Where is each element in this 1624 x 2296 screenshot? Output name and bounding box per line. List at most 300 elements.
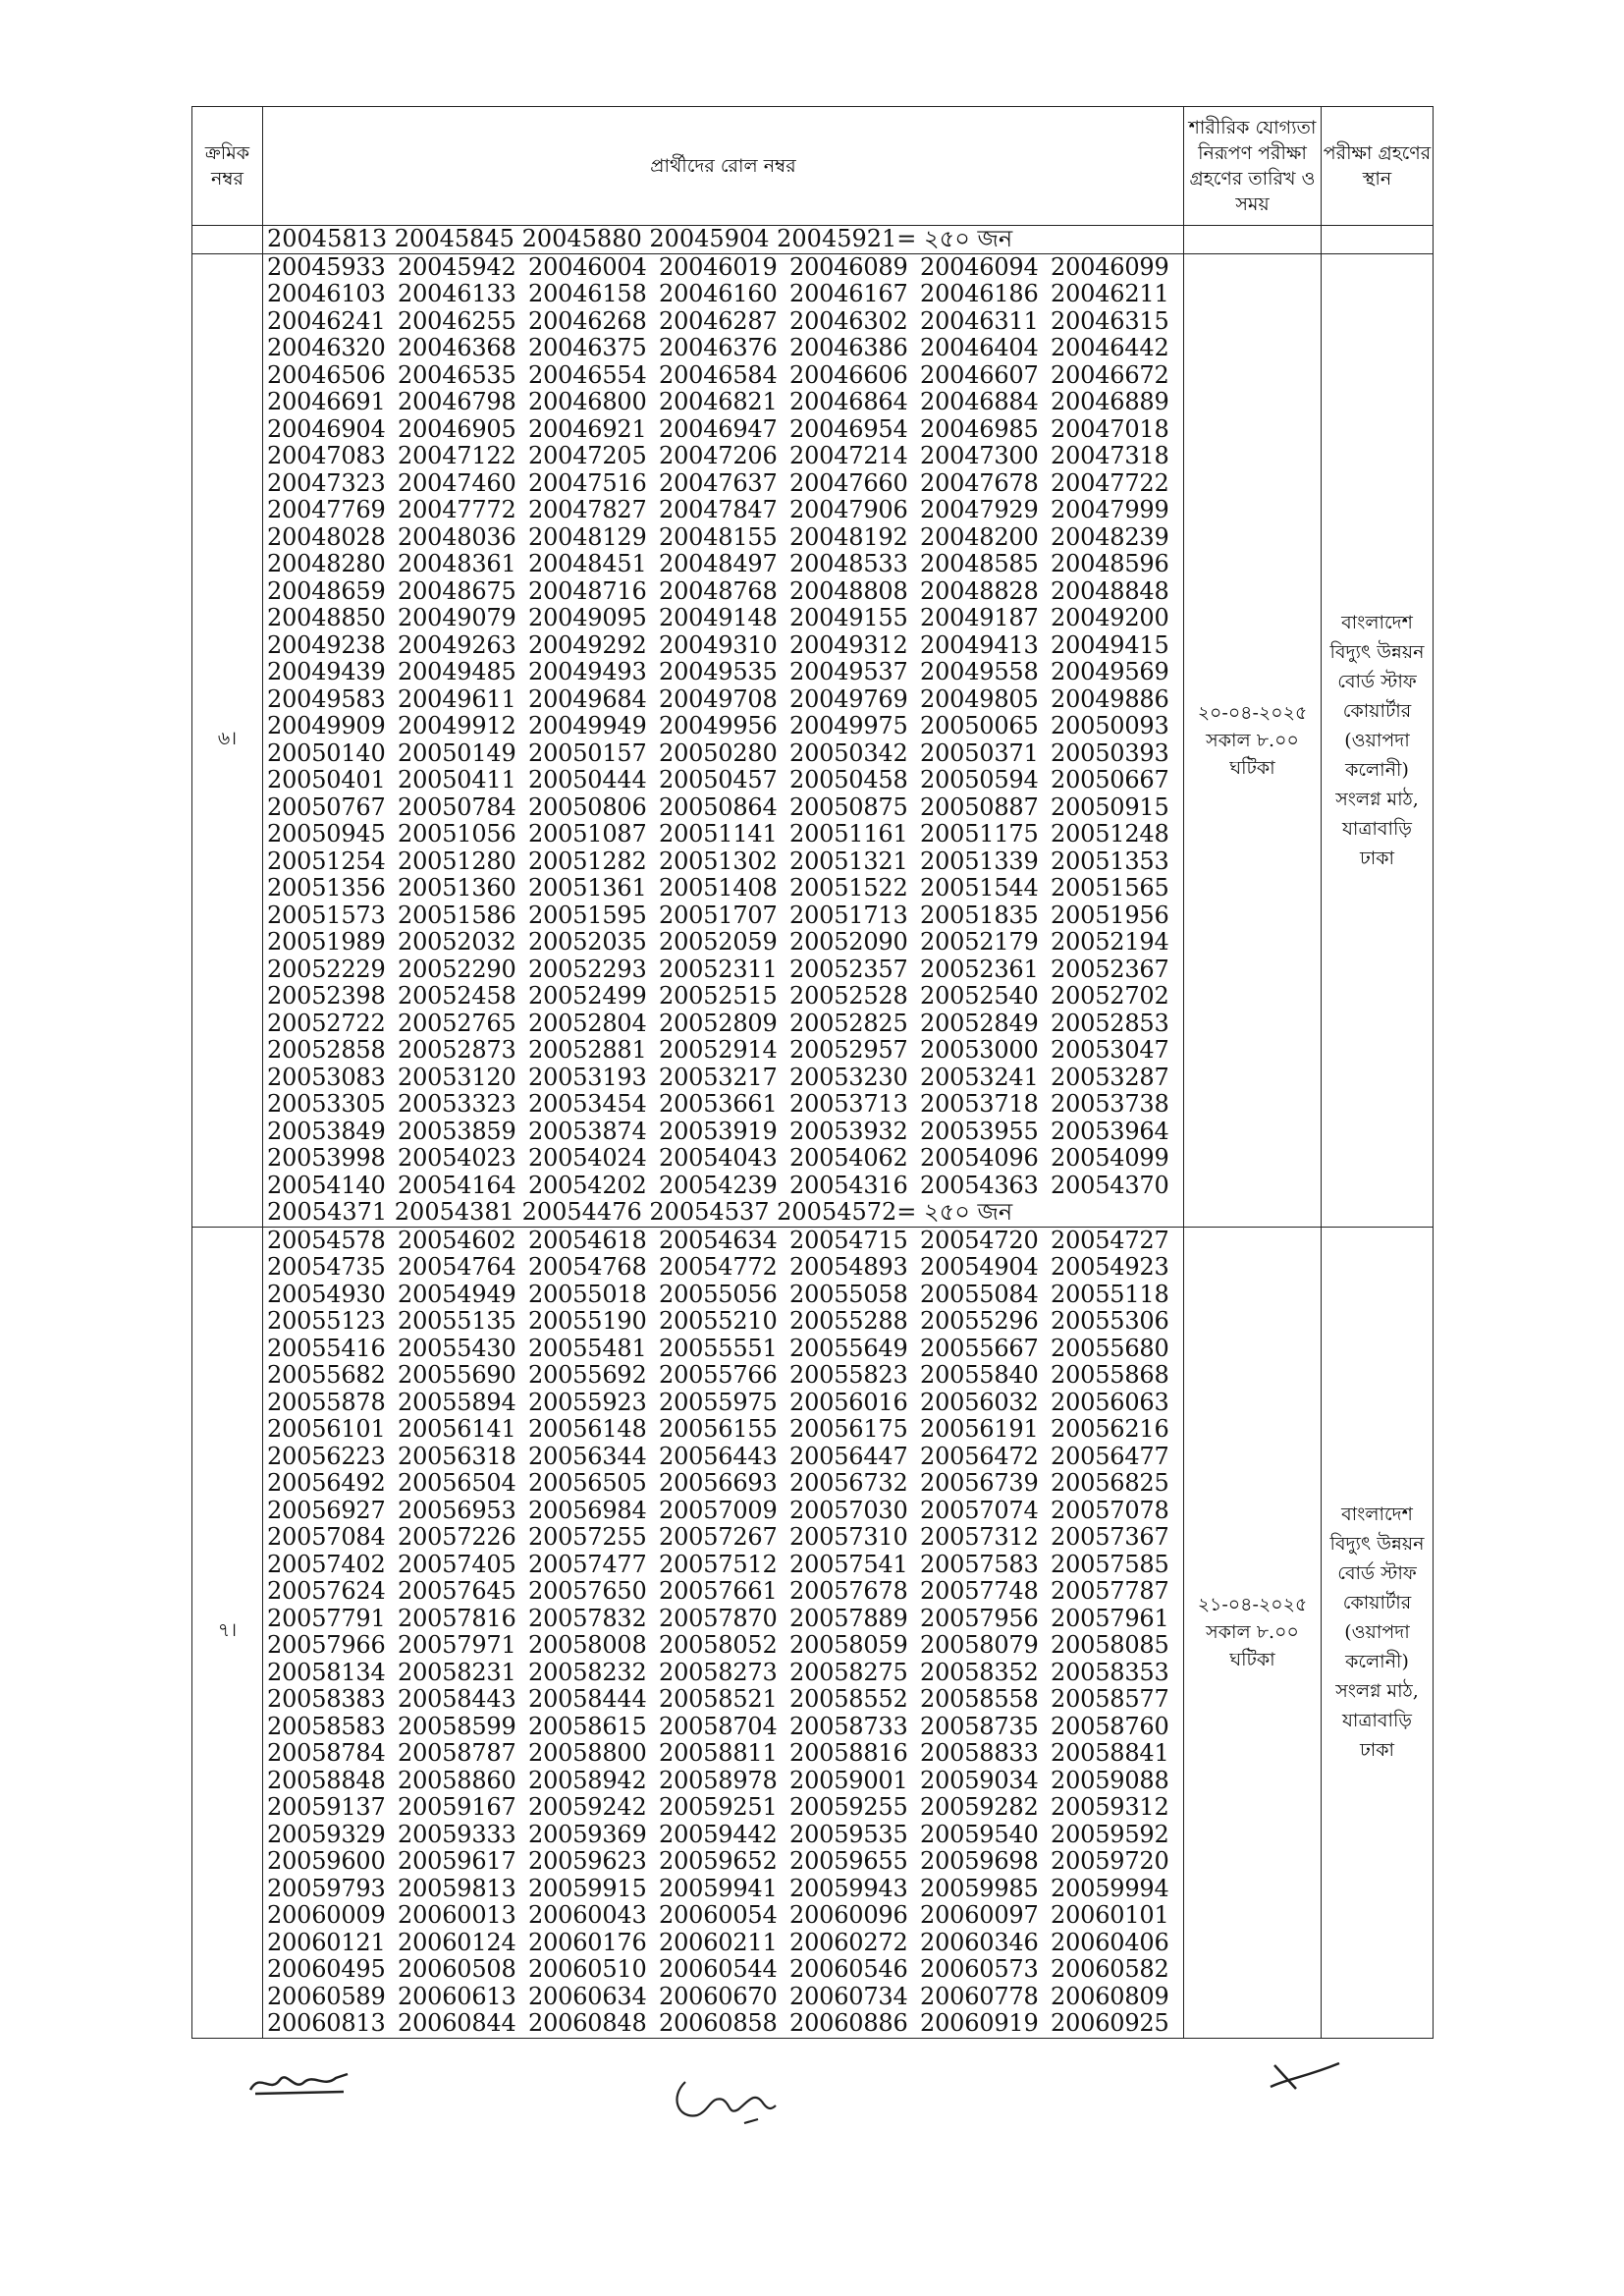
roll-number: 20057367 (1051, 1523, 1169, 1551)
venue-line: কলোনী) (1345, 1651, 1409, 1672)
roll-number: 20058816 (789, 1739, 908, 1767)
roll-number: 20052809 (659, 1009, 778, 1037)
roll-number: 20056447 (789, 1442, 908, 1470)
roll-number: 20058615 (528, 1712, 647, 1740)
roll-number: 20059540 (920, 1820, 1039, 1848)
roll-number: 20058052 (659, 1631, 778, 1659)
roll-number: 20058733 (789, 1712, 908, 1740)
roll-number: 20059655 (789, 1847, 908, 1875)
roll-number: 20049535 (659, 658, 778, 685)
roll-number: 20056984 (528, 1496, 647, 1524)
roll-number: 20051573 (267, 901, 386, 929)
roll-number: 20056344 (528, 1442, 647, 1470)
roll-number: 20051586 (398, 901, 516, 929)
group-serial: ৭। (192, 1227, 263, 2038)
roll-number: 20058784 (267, 1739, 386, 1767)
roll-number: 20047999 (1051, 496, 1169, 523)
roll-number: 20047300 (920, 442, 1039, 469)
roll-number: 20059994 (1051, 1874, 1169, 1902)
roll-number: 20049200 (1051, 604, 1169, 631)
roll-number: 20049148 (659, 604, 778, 631)
roll-number: 20054316 (789, 1171, 908, 1199)
roll-number: 20056477 (1051, 1442, 1169, 1470)
roll-number: 20052293 (528, 955, 647, 983)
roll-number: 20058353 (1051, 1658, 1169, 1686)
roll-number: 20052849 (920, 1009, 1039, 1037)
roll-number: 20050767 (267, 793, 386, 821)
roll-number: 20053000 (920, 1036, 1039, 1064)
roll-number: 20050444 (528, 766, 647, 793)
roll-number: 20055058 (789, 1280, 908, 1308)
roll-number: 20054096 (920, 1144, 1039, 1172)
roll-number: 20046800 (528, 388, 647, 415)
roll-number: 20047205 (528, 442, 647, 469)
roll-number: 20047722 (1051, 468, 1169, 497)
roll-number-grid (267, 1228, 1181, 2038)
roll-number: 20046607 (920, 360, 1039, 389)
previous-serial-cell (192, 226, 263, 254)
roll-number: 20054578 (267, 1226, 386, 1254)
roll-number: 20054140 (267, 1171, 386, 1199)
header-serial: ক্রমিক নম্বর (192, 107, 263, 226)
roll-number: 20046211 (1051, 280, 1169, 307)
roll-number: 20046368 (398, 334, 516, 361)
roll-number: 20059813 (398, 1874, 516, 1902)
roll-number: 20051339 (920, 847, 1039, 875)
roll-number: 20053454 (528, 1090, 647, 1118)
roll-number: 20053305 (267, 1090, 386, 1118)
roll-number: 20055118 (1051, 1280, 1169, 1308)
roll-number: 20053230 (789, 1063, 908, 1091)
roll-number: 20049805 (920, 684, 1039, 713)
roll-number: 20057477 (528, 1550, 647, 1578)
roll-number: 20057645 (398, 1577, 516, 1605)
roll-number: 20045942 (398, 252, 516, 281)
roll-number: 20049956 (659, 712, 778, 739)
roll-number: 20053964 (1051, 1117, 1169, 1145)
roll-number: 20050945 (267, 820, 386, 847)
roll-number: 20054024 (528, 1144, 647, 1172)
roll-number: 20054164 (398, 1171, 516, 1199)
roll-number: 20059333 (398, 1820, 516, 1848)
roll-number: 20047122 (398, 442, 516, 469)
roll-number: 20046442 (1051, 334, 1169, 361)
roll-number: 20059167 (398, 1793, 516, 1821)
roll-number: 20048596 (1051, 550, 1169, 577)
group-date-cell (1184, 253, 1322, 1227)
roll-number: 20051321 (789, 847, 908, 875)
roll-number: 20055296 (920, 1307, 1039, 1335)
roll-number: 20047516 (528, 468, 647, 497)
roll-number: 20049292 (528, 630, 647, 659)
roll-number: 20056155 (659, 1415, 778, 1443)
roll-number: 20052765 (398, 1009, 516, 1037)
roll-number: 20050667 (1051, 766, 1169, 793)
roll-number: 20050157 (528, 738, 647, 767)
roll-number: 20047827 (528, 496, 647, 523)
roll-number: 20060176 (528, 1928, 647, 1956)
roll-number: 20060508 (398, 1955, 516, 1983)
roll-number: 20055288 (789, 1307, 908, 1335)
roll-number: 20052194 (1051, 928, 1169, 956)
roll-number: 20060097 (920, 1901, 1039, 1929)
roll-number: 20049769 (789, 684, 908, 713)
roll-number: 20055649 (789, 1334, 908, 1362)
roll-number: 20046019 (659, 252, 778, 281)
roll-number: 20048497 (659, 550, 778, 577)
roll-number: 20058443 (398, 1685, 516, 1713)
roll-number: 20046386 (789, 334, 908, 361)
roll-number: 20053120 (398, 1063, 516, 1091)
roll-number: 20046375 (528, 334, 647, 361)
roll-number: 20046160 (659, 280, 778, 307)
roll-number: 20048239 (1051, 522, 1169, 551)
roll-number: 20052528 (789, 982, 908, 1010)
roll-number: 20059312 (1051, 1793, 1169, 1821)
roll-number: 20050864 (659, 793, 778, 821)
roll-number: 20048361 (398, 550, 516, 577)
roll-number: 20058599 (398, 1712, 516, 1740)
roll-number: 20055923 (528, 1388, 647, 1416)
roll-number: 20053859 (398, 1117, 516, 1145)
previous-tail-cell (263, 226, 1184, 254)
roll-number: 20052858 (267, 1036, 386, 1064)
roll-number: 20060495 (267, 1955, 386, 1983)
roll-number: 20051280 (398, 847, 516, 875)
roll-number: 20054099 (1051, 1144, 1169, 1172)
roll-number: 20060844 (398, 2009, 516, 2037)
roll-number: 20058860 (398, 1766, 516, 1794)
roll-number: 20046884 (920, 388, 1039, 415)
group-venue-cell (1322, 253, 1434, 1227)
roll-number: 20058383 (267, 1685, 386, 1713)
roll-number: 20057541 (789, 1550, 908, 1578)
roll-number: 20055190 (528, 1307, 647, 1335)
exam-hour-label: ঘটিকা (1229, 756, 1275, 779)
roll-number: 20053849 (267, 1117, 386, 1145)
roll-number: 20049708 (659, 684, 778, 713)
roll-number: 20055123 (267, 1307, 386, 1335)
group-rolls-cell (263, 253, 1184, 1227)
roll-number: 20046821 (659, 388, 778, 415)
roll-number: 20055430 (398, 1334, 516, 1362)
roll-number: 20058275 (789, 1658, 908, 1686)
roll-number: 20049909 (267, 712, 386, 739)
group-venue-cell (1322, 1227, 1434, 2038)
roll-number: 20050065 (920, 712, 1039, 739)
roll-number: 20049187 (920, 604, 1039, 631)
roll-number: 20047018 (1051, 414, 1169, 443)
roll-number: 20050411 (398, 766, 516, 793)
roll-number: 20057084 (267, 1523, 386, 1551)
roll-number: 20053932 (789, 1117, 908, 1145)
roll-number: 20057585 (1051, 1550, 1169, 1578)
venue-line: বাংলাদেশ (1341, 611, 1413, 633)
roll-number: 20057832 (528, 1604, 647, 1632)
roll-number: 20058231 (398, 1658, 516, 1686)
roll-number: 20057889 (789, 1604, 908, 1632)
roll-number: 20046954 (789, 414, 908, 443)
roll-number: 20057870 (659, 1604, 778, 1632)
roll-number: 20054618 (528, 1226, 647, 1254)
roll-number: 20058704 (659, 1712, 778, 1740)
roll-number: 20049912 (398, 712, 516, 739)
roll-number: 20048155 (659, 522, 778, 551)
roll-number: 20057312 (920, 1523, 1039, 1551)
roll-number: 20053287 (1051, 1063, 1169, 1091)
roll-number: 20050280 (659, 738, 778, 767)
previous-tail-text: 20045813 20045845 20045880 20045904 20045921= ২৫০ জন (267, 225, 1013, 252)
roll-number: 20046947 (659, 414, 778, 443)
roll-number: 20054930 (267, 1280, 386, 1308)
roll-number: 20051361 (528, 874, 647, 902)
roll-number: 20054062 (789, 1144, 908, 1172)
roll-number: 20052367 (1051, 955, 1169, 983)
roll-number: 20054602 (398, 1226, 516, 1254)
roll-number: 20055766 (659, 1361, 778, 1389)
roll-number: 20055667 (920, 1334, 1039, 1362)
roll-number: 20056016 (789, 1388, 908, 1416)
roll-number: 20048850 (267, 604, 386, 631)
roll-number: 20060124 (398, 1928, 516, 1956)
roll-number: 20046889 (1051, 388, 1169, 415)
roll-number: 20052873 (398, 1036, 516, 1064)
roll-number: 20060346 (920, 1928, 1039, 1956)
roll-number: 20056505 (528, 1469, 647, 1497)
exam-date: ২০-০৪-২০২৫ (1197, 701, 1308, 724)
roll-number: 20050915 (1051, 793, 1169, 821)
roll-number: 20046099 (1051, 252, 1169, 281)
roll-number: 20058978 (659, 1766, 778, 1794)
roll-number: 20046320 (267, 334, 386, 361)
roll-number: 20054202 (528, 1171, 647, 1199)
roll-number: 20057030 (789, 1496, 908, 1524)
roll-number: 20051707 (659, 901, 778, 929)
roll-number: 20059255 (789, 1793, 908, 1821)
roll-number: 20046404 (920, 334, 1039, 361)
roll-number: 20056927 (267, 1496, 386, 1524)
roll-number: 20059941 (659, 1874, 778, 1902)
exam-time: সকাল ৮.০০ (1206, 1621, 1299, 1643)
roll-number: 20047460 (398, 468, 516, 497)
roll-number: 20049439 (267, 658, 386, 685)
roll-number-grid (267, 254, 1181, 1200)
roll-number: 20051056 (398, 820, 516, 847)
roll-number: 20051408 (659, 874, 778, 902)
roll-number: 20057310 (789, 1523, 908, 1551)
roll-number: 20046158 (528, 280, 647, 307)
roll-number: 20055416 (267, 1334, 386, 1362)
roll-number: 20059034 (920, 1766, 1039, 1794)
roll-number: 20060613 (398, 1982, 516, 2010)
roll-number: 20054923 (1051, 1253, 1169, 1281)
roll-number: 20052398 (267, 982, 386, 1010)
roll-number: 20051522 (789, 874, 908, 902)
roll-number: 20058942 (528, 1766, 647, 1794)
roll-number: 20049312 (789, 630, 908, 659)
roll-number: 20046133 (398, 280, 516, 307)
roll-number: 20047214 (789, 442, 908, 469)
roll-number: 20050401 (267, 766, 386, 793)
roll-number: 20052059 (659, 928, 778, 956)
roll-number: 20060121 (267, 1928, 386, 1956)
roll-number: 20046241 (267, 306, 386, 335)
roll-number: 20049238 (267, 630, 386, 659)
roll-number: 20053217 (659, 1063, 778, 1091)
roll-number: 20057956 (920, 1604, 1039, 1632)
roll-number: 20059001 (789, 1766, 908, 1794)
roll-number: 20060510 (528, 1955, 647, 1983)
roll-number: 20050371 (920, 738, 1039, 767)
roll-number: 20051595 (528, 901, 647, 929)
roll-number: 20052090 (789, 928, 908, 956)
roll-number: 20056318 (398, 1442, 516, 1470)
roll-number: 20056223 (267, 1442, 386, 1470)
roll-number: 20048451 (528, 550, 647, 577)
previous-group-tail-row (192, 226, 1434, 254)
roll-number: 20055551 (659, 1334, 778, 1362)
roll-number: 20047323 (267, 468, 386, 497)
roll-number: 20047318 (1051, 442, 1169, 469)
roll-number: 20055018 (528, 1280, 647, 1308)
roll-number: 20058811 (659, 1739, 778, 1767)
roll-number: 20059915 (528, 1874, 647, 1902)
roll-number: 20057748 (920, 1577, 1039, 1605)
roll-number: 20049493 (528, 658, 647, 685)
roll-number: 20051956 (1051, 901, 1169, 929)
roll-number: 20049558 (920, 658, 1039, 685)
roll-number: 20058583 (267, 1712, 386, 1740)
roll-number: 20060848 (528, 2009, 647, 2037)
roll-number: 20050149 (398, 738, 516, 767)
roll-number: 20057402 (267, 1550, 386, 1578)
header-venue: পরীক্ষা গ্রহণের স্থান (1322, 107, 1434, 226)
roll-number: 20046376 (659, 334, 778, 361)
roll-number: 20055056 (659, 1280, 778, 1308)
roll-number: 20058848 (267, 1766, 386, 1794)
roll-number: 20051356 (267, 874, 386, 902)
roll-number: 20057078 (1051, 1496, 1169, 1524)
exam-hour-label: ঘটিকা (1229, 1649, 1275, 1670)
roll-number: 20053241 (920, 1063, 1039, 1091)
roll-number: 20058577 (1051, 1685, 1169, 1713)
roll-number: 20046094 (920, 252, 1039, 281)
roll-number: 20050458 (789, 766, 908, 793)
candidate-roll-table (191, 106, 1434, 2039)
roll-number: 20059943 (789, 1874, 908, 1902)
roll-number: 20046606 (789, 360, 908, 389)
roll-number: 20048280 (267, 550, 386, 577)
roll-number: 20060582 (1051, 1955, 1169, 1983)
roll-number: 20050093 (1051, 712, 1169, 739)
roll-number: 20048675 (398, 576, 516, 605)
roll-number: 20053193 (528, 1063, 647, 1091)
roll-number: 20047206 (659, 442, 778, 469)
exam-time: সকাল ৮.০০ (1206, 729, 1299, 751)
roll-number: 20059698 (920, 1847, 1039, 1875)
roll-number: 20056443 (659, 1442, 778, 1470)
group-row-6 (192, 253, 1434, 1227)
roll-number: 20048036 (398, 522, 516, 551)
roll-number: 20046302 (789, 306, 908, 335)
roll-number: 20048659 (267, 576, 386, 605)
roll-number: 20049485 (398, 658, 516, 685)
signature-left (245, 2062, 353, 2102)
roll-number: 20055210 (659, 1307, 778, 1335)
roll-number: 20057583 (920, 1550, 1039, 1578)
table-header-row (192, 107, 1434, 226)
roll-number: 20057226 (398, 1523, 516, 1551)
roll-number: 20049684 (528, 684, 647, 713)
roll-number: 20046311 (920, 306, 1039, 335)
roll-number: 20049569 (1051, 658, 1169, 685)
roll-number: 20060813 (267, 2009, 386, 2037)
roll-number: 20053713 (789, 1090, 908, 1118)
roll-number: 20051353 (1051, 847, 1169, 875)
roll-number: 20056732 (789, 1469, 908, 1497)
roll-number: 20046004 (528, 252, 647, 281)
roll-number: 20052179 (920, 928, 1039, 956)
roll-number: 20046255 (398, 306, 516, 335)
roll-number: 20047678 (920, 468, 1039, 497)
roll-number: 20059623 (528, 1847, 647, 1875)
roll-number: 20058059 (789, 1631, 908, 1659)
roll-number: 20047929 (920, 496, 1039, 523)
roll-number: 20051161 (789, 820, 908, 847)
roll-number: 20057816 (398, 1604, 516, 1632)
roll-number: 20055868 (1051, 1361, 1169, 1389)
roll-number: 20058760 (1051, 1712, 1169, 1740)
roll-number: 20046506 (267, 360, 386, 389)
roll-number: 20060054 (659, 1901, 778, 1929)
roll-number: 20049155 (789, 604, 908, 631)
roll-number: 20060546 (789, 1955, 908, 1983)
group-serial: ৬। (192, 253, 263, 1227)
roll-number: 20052540 (920, 982, 1039, 1010)
roll-number: 20053738 (1051, 1090, 1169, 1118)
roll-number: 20054727 (1051, 1226, 1169, 1254)
roll-number: 20052499 (528, 982, 647, 1010)
header-date: শারীরিক যোগ্যতা নিরূপণ পরীক্ষা গ্রহণের তারিখ ও সময় (1184, 107, 1322, 226)
roll-number: 20052361 (920, 955, 1039, 983)
roll-number: 20060101 (1051, 1901, 1169, 1929)
roll-number: 20050875 (789, 793, 908, 821)
venue-line: কোয়ার্টার (1342, 1592, 1412, 1613)
roll-number: 20047906 (789, 496, 908, 523)
group-date-cell (1184, 1227, 1322, 2038)
roll-number: 20045933 (267, 252, 386, 281)
roll-number: 20056191 (920, 1415, 1039, 1443)
roll-number: 20054023 (398, 1144, 516, 1172)
roll-number: 20060809 (1051, 1982, 1169, 2010)
roll-number: 20059600 (267, 1847, 386, 1875)
venue-line: বোর্ড স্টাফ (1337, 670, 1417, 692)
roll-number: 20046672 (1051, 360, 1169, 389)
roll-number: 20060544 (659, 1955, 778, 1983)
roll-number: 20060778 (920, 1982, 1039, 2010)
roll-number: 20059652 (659, 1847, 778, 1875)
roll-number: 20049310 (659, 630, 778, 659)
roll-number: 20058008 (528, 1631, 647, 1659)
roll-number: 20049537 (789, 658, 908, 685)
roll-number: 20055840 (920, 1361, 1039, 1389)
roll-number: 20046798 (398, 388, 516, 415)
roll-number: 20047847 (659, 496, 778, 523)
roll-number: 20051544 (920, 874, 1039, 902)
roll-number: 20049611 (398, 684, 516, 713)
roll-number: 20046554 (528, 360, 647, 389)
roll-number: 20060573 (920, 1955, 1039, 1983)
